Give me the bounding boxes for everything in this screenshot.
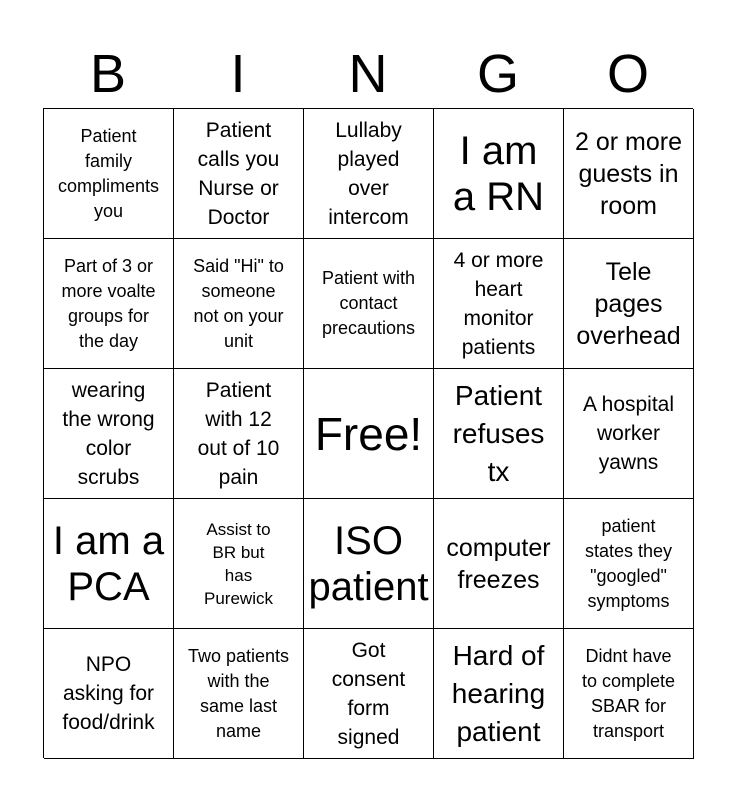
bingo-cell-r3c5[interactable] — [564, 369, 694, 499]
bingo-cell-r1c3[interactable] — [304, 109, 434, 239]
bingo-cell-r2c2[interactable] — [174, 239, 304, 369]
header-letter-n: N — [348, 44, 388, 104]
cell-text: Tele pages overhead — [576, 257, 681, 350]
bingo-cell-r4c2[interactable] — [174, 499, 304, 629]
cell-text: Patient calls you Nurse or Doctor — [197, 118, 280, 229]
cell-text: Got consent form signed — [331, 638, 406, 749]
cell-text: Didnt have to complete SBAR for transport — [581, 645, 676, 741]
bingo-cell-r4c3[interactable] — [304, 499, 434, 629]
bingo-cell-r5c5[interactable] — [564, 629, 694, 759]
cell-text: patient states they "googled" symptoms — [584, 515, 673, 611]
bingo-cell-r4c1[interactable] — [44, 499, 174, 629]
bingo-cell-r4c5[interactable] — [564, 499, 694, 629]
bingo-cell-r5c4[interactable] — [434, 629, 564, 759]
bingo-cell-r3c1[interactable] — [44, 369, 174, 499]
cell-text: I am a PCA — [52, 518, 165, 609]
header-letter-i: I — [230, 44, 246, 104]
bingo-cell-r3c2[interactable] — [174, 369, 304, 499]
bingo-cell-r1c5[interactable] — [564, 109, 694, 239]
bingo-cell-r4c4[interactable] — [434, 499, 564, 629]
cell-text: wearing the wrong color scrubs — [62, 378, 155, 489]
bingo-cell-r1c4[interactable] — [434, 109, 564, 239]
cell-text: NPO asking for food/drink — [62, 653, 155, 734]
bingo-cell-r5c1[interactable] — [44, 629, 174, 759]
cell-text: Part of 3 or more voalte groups for the day — [61, 255, 156, 351]
free-space-text: Free! — [314, 407, 423, 460]
cell-text: Assist to BR but has Purewick — [204, 519, 273, 608]
cell-text: A hospital worker yawns — [582, 393, 675, 474]
bingo-cell-free[interactable] — [304, 369, 434, 499]
cell-text: Patient with contact precautions — [321, 268, 416, 338]
cell-text: Patient family compliments you — [57, 125, 160, 221]
bingo-cell-r5c2[interactable] — [174, 629, 304, 759]
cell-text: computer freezes — [446, 533, 551, 594]
cell-text: Two patients with the same last name — [187, 645, 290, 741]
cell-text: ISO patient — [308, 518, 429, 609]
header-letter-o: O — [606, 44, 649, 104]
bingo-cell-r2c5[interactable] — [564, 239, 694, 369]
bingo-cell-r2c4[interactable] — [434, 239, 564, 369]
header-letter-g: G — [476, 44, 519, 104]
bingo-board — [43, 108, 693, 758]
bingo-cell-r1c1[interactable] — [44, 109, 174, 239]
bingo-cell-r1c2[interactable] — [174, 109, 304, 239]
bingo-cell-r2c3[interactable] — [304, 239, 434, 369]
cell-text: Patient with 12 out of 10 pain — [197, 378, 280, 489]
bingo-header — [43, 40, 693, 108]
cell-text: Lullaby played over intercom — [328, 118, 409, 229]
cell-text: Hard of hearing patient — [451, 639, 546, 747]
cell-text: 4 or more heart monitor patients — [453, 248, 544, 359]
bingo-cell-r3c4[interactable] — [434, 369, 564, 499]
bingo-cell-r5c3[interactable] — [304, 629, 434, 759]
cell-text: Patient refuses tx — [452, 379, 545, 487]
bingo-cell-r2c1[interactable] — [44, 239, 174, 369]
header-letter-b: B — [89, 44, 127, 104]
cell-text: I am a RN — [452, 128, 545, 219]
cell-text: Said "Hi" to someone not on your unit — [193, 255, 284, 351]
cell-text: 2 or more guests in room — [575, 127, 682, 220]
